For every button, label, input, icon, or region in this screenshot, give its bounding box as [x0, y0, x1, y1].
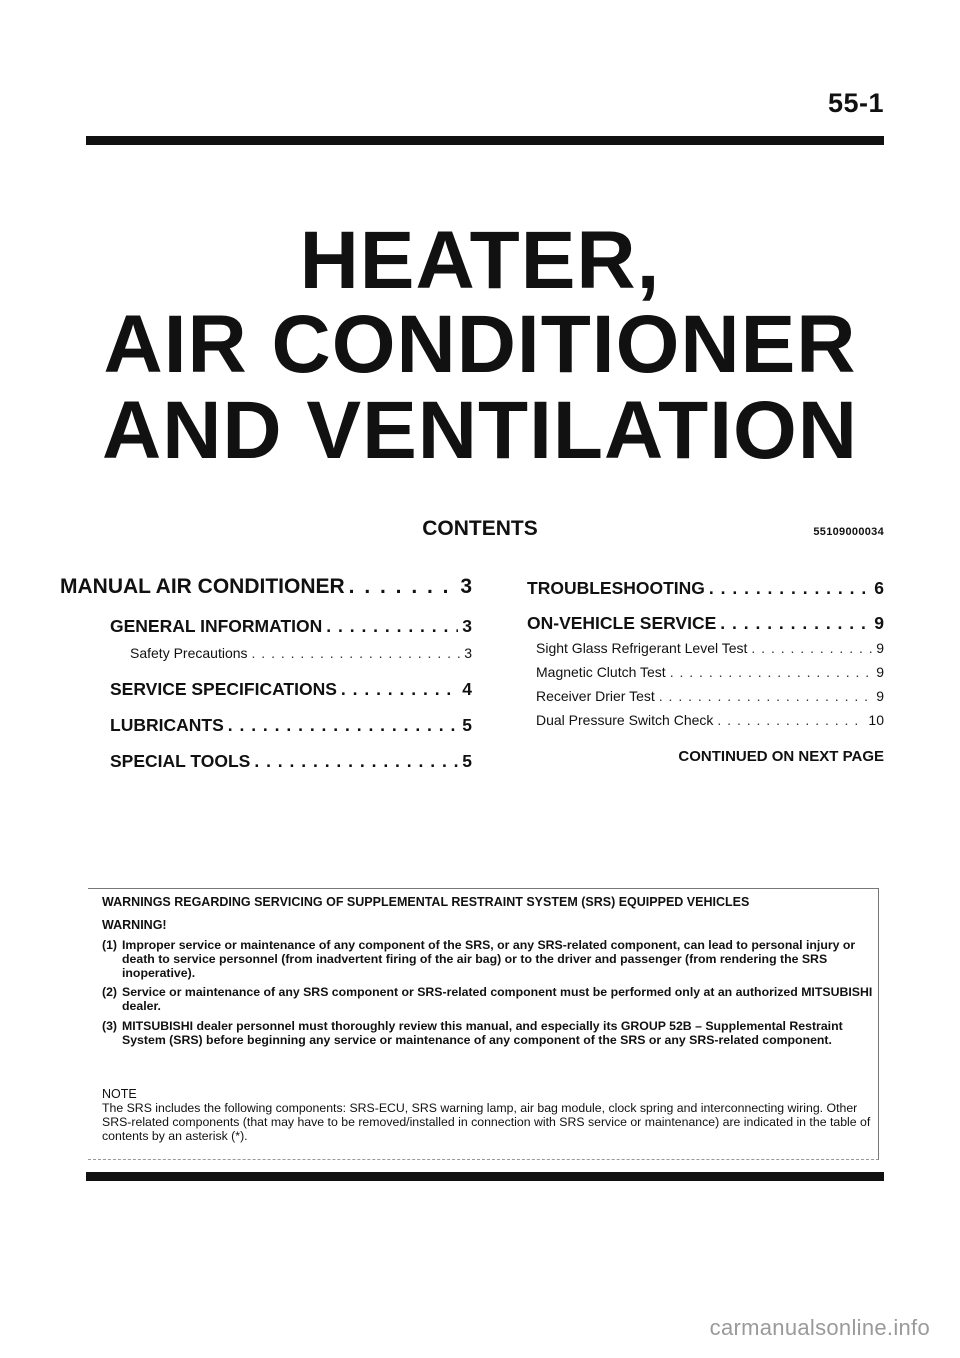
toc-page: 9 [876, 640, 884, 656]
warning-item-number: (2) [102, 985, 118, 999]
toc-page: 9 [874, 613, 884, 633]
warning-item-1 [102, 938, 878, 980]
note-heading: NOTE [102, 1087, 137, 1101]
toc-page: 4 [462, 679, 472, 699]
toc-leader [751, 640, 872, 656]
watermark-text: carmanualsonline.info [709, 1315, 930, 1340]
warning-item-text: MITSUBISHI dealer personnel must thoroughly review this manual, and especially its GROUP 52B – Supplemental Restraint System (SRS) before beginning any service or maintenance of any component of the SRS or any SRS-related component. [122, 1019, 843, 1047]
bottom-rule [86, 1172, 884, 1181]
toc-label: Safety Precautions [130, 645, 248, 661]
toc-leader [717, 712, 864, 728]
toc-leader [720, 613, 870, 634]
toc-label: Sight Glass Refrigerant Level Test [536, 640, 748, 656]
toc-label: ON-VEHICLE SERVICE [527, 613, 717, 633]
contents-code: 55109000034 [813, 526, 884, 538]
toc-page: 9 [876, 688, 884, 704]
toc-entry-magnetic-clutch-test[interactable] [536, 664, 884, 680]
toc-label: SERVICE SPECIFICATIONS [110, 679, 337, 699]
toc-page: 5 [462, 751, 472, 771]
toc-page: 3 [464, 645, 472, 661]
toc-label: SPECIAL TOOLS [110, 751, 251, 771]
toc-leader [254, 751, 458, 772]
toc-page: 10 [868, 712, 884, 728]
toc-page: 3 [460, 575, 472, 598]
title-line-2: AIR CONDITIONER [103, 299, 857, 390]
toc-leader [228, 715, 459, 736]
toc-page: 9 [876, 664, 884, 680]
warning-item-text: Improper service or maintenance of any component of the SRS, or any SRS-related component, can lead to personal injury or death to service personnel (from inadvertent firing of the air bag) or to the driver and passenger (from rendering the SRS inoperative). [122, 938, 856, 980]
toc-entry-general-information[interactable] [110, 616, 472, 637]
toc-label: TROUBLESHOOTING [527, 578, 705, 598]
toc-page: 6 [874, 578, 884, 598]
toc-leader [659, 688, 872, 704]
warning-label: WARNING! [102, 918, 167, 932]
continued-note: CONTINUED ON NEXT PAGE [678, 748, 884, 765]
toc-entry-dual-pressure-switch[interactable] [536, 712, 884, 728]
toc-label: GENERAL INFORMATION [110, 616, 323, 636]
toc-leader [709, 578, 870, 599]
warning-item-number: (1) [102, 938, 118, 952]
toc-entry-on-vehicle-service[interactable] [527, 613, 884, 634]
toc-label: MANUAL AIR CONDITIONER [60, 575, 345, 598]
toc-entry-troubleshooting[interactable] [527, 578, 884, 599]
toc-entry-special-tools[interactable] [110, 751, 472, 772]
warning-item-text: Service or maintenance of any SRS component or SRS-related component must be performed only at an authorized MITSUBISHI dealer. [122, 985, 873, 1013]
toc-leader [341, 679, 458, 700]
note-text: The SRS includes the following components: SRS-ECU, SRS warning lamp, air bag module, clock spring and interconnecting wiring. Other SRS-related components (that may have to be removed/installed in connection with SRS service or maintenance) are indicated in the table of contents by an asterisk (*). [102, 1101, 871, 1143]
warning-item-2 [102, 985, 878, 1013]
title-line-1: HEATER, [299, 215, 661, 306]
toc-leader [670, 664, 873, 680]
contents-heading: CONTENTS [422, 517, 538, 540]
toc-label: Dual Pressure Switch Check [536, 712, 714, 728]
toc-entry-manual-air-conditioner[interactable] [60, 575, 472, 599]
toc-entry-receiver-drier-test[interactable] [536, 688, 884, 704]
toc-entry-safety-precautions[interactable] [130, 645, 472, 661]
toc-entry-sight-glass-test[interactable] [536, 640, 884, 656]
warning-title: WARNINGS REGARDING SERVICING OF SUPPLEMENTAL RESTRAINT SYSTEM (SRS) EQUIPPED VEHICLES [102, 895, 750, 909]
toc-label: Receiver Drier Test [536, 688, 655, 704]
toc-page: 5 [462, 715, 472, 735]
warning-item-number: (3) [102, 1019, 118, 1033]
toc-leader [252, 645, 461, 661]
toc-entry-service-specifications[interactable] [110, 679, 472, 700]
toc-label: Magnetic Clutch Test [536, 664, 666, 680]
toc-label: LUBRICANTS [110, 715, 224, 735]
toc-leader [349, 575, 457, 599]
warning-item-3 [102, 1019, 878, 1047]
page-number: 55-1 [827, 88, 884, 118]
top-rule [86, 136, 884, 145]
toc-entry-lubricants[interactable] [110, 715, 472, 736]
toc-leader [326, 616, 458, 637]
toc-page: 3 [462, 616, 472, 636]
title-line-3: AND VENTILATION [101, 385, 858, 476]
